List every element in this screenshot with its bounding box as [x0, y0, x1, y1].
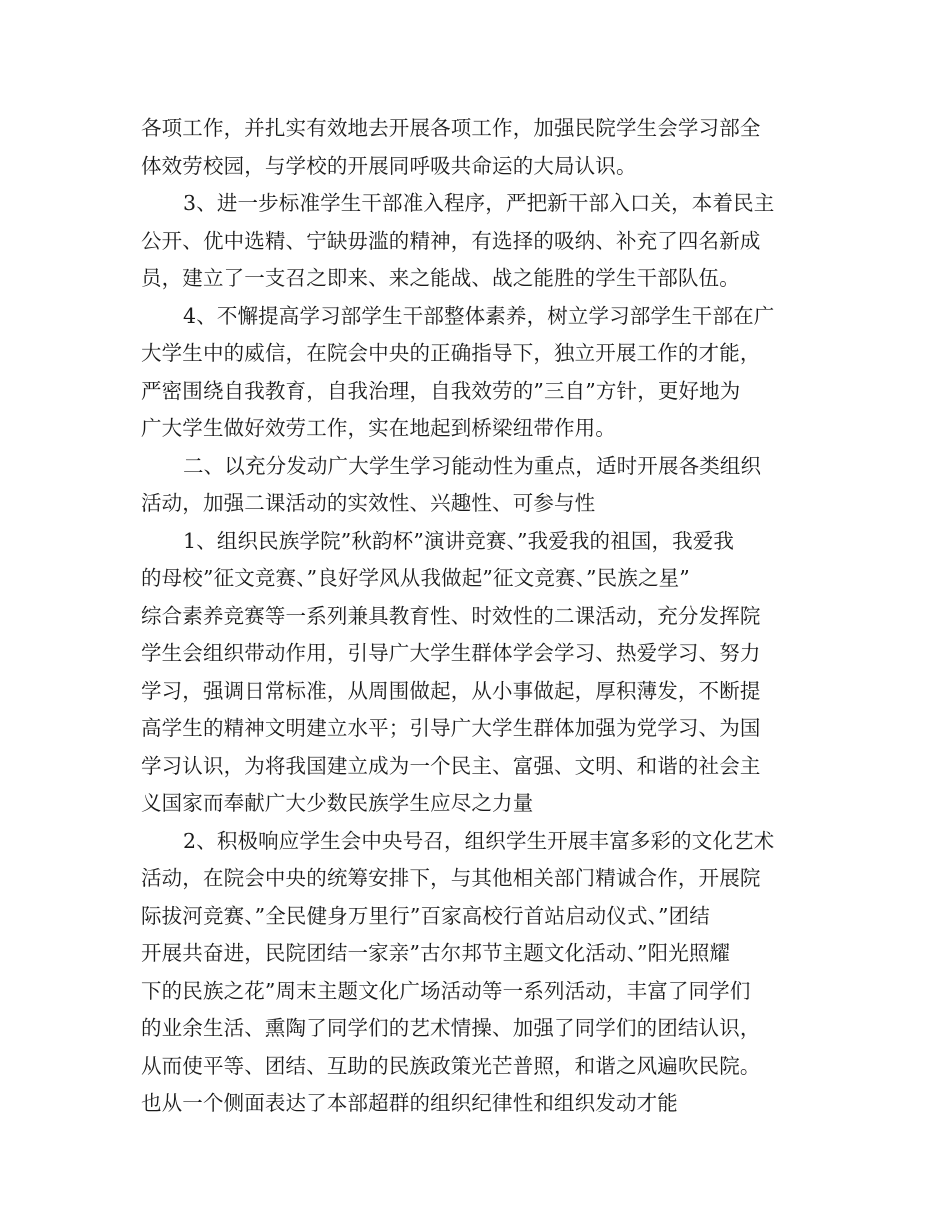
- text-line: 员，建立了一支召之即来、来之能战、战之能胜的学生干部队伍。: [141, 266, 740, 290]
- text-line: 严密围绕自我教育，自我治理，自我效劳的”三自”方针，更好地为: [141, 378, 741, 403]
- text-line: 综合素养竞赛等一系列兼具教育性、时效性的二课活动，充分发挥院: [141, 603, 761, 628]
- text-line: 4、不懈提高学习部学生干部整体素养，树立学习部学生干部在广: [183, 303, 775, 328]
- text-line: 际拔河竞赛、”全民健身万里行”百家高校行首站启动仪式、”团结: [141, 903, 710, 928]
- text-line: 下的民族之花”周末主题文化广场活动等一系列活动，丰富了同学们: [141, 978, 751, 1003]
- text-line: 广大学生做好效劳工作，实在地起到桥梁纽带作用。: [141, 416, 616, 440]
- text-line: 学习，强调日常标准，从周围做起，从小事做起，厚积薄发，不断提: [141, 678, 761, 703]
- text-line: 2、积极响应学生会中央号召，组织学生开展丰富多彩的文化艺术: [183, 828, 775, 853]
- text-line: 的母校”征文竞赛、”良好学风从我做起”征文竞赛、”民族之星”: [141, 566, 690, 590]
- text-line: 高学生的精神文明建立水平；引导广大学生群体加强为党学习、为国: [141, 716, 761, 740]
- text-line: 体效劳校园，与学校的开展同呼吸共命运的大局认识。: [141, 153, 637, 178]
- text-line: 义国家而奉献广大少数民族学生应尽之力量: [141, 791, 534, 815]
- document-body: [141, 110, 811, 1123]
- text-line: 3、进一步标准学生干部准入程序，严把新干部入口关，本着民主: [183, 191, 775, 215]
- text-line: 从而使平等、团结、互助的民族政策光芒普照，和谐之风遍吹民院。: [141, 1053, 761, 1078]
- text-line: 1、组织民族学院”秋韵杯”演讲竞赛、”我爱我的祖国，我爱我: [183, 528, 735, 553]
- text-line: 二、以充分发动广大学生学习能动性为重点，适时开展各类组织: [183, 453, 762, 478]
- text-line: 公开、优中选精、宁缺毋滥的精神，有选择的吸纳、补充了四名新成: [141, 228, 761, 253]
- text-line: 的业余生活、熏陶了同学们的艺术情操、加强了同学们的团结认识，: [141, 1016, 761, 1040]
- text-line: 学生会组织带动作用，引导广大学生群体学会学习、热爱学习、努力: [141, 641, 761, 665]
- text-line: 活动，加强二课活动的实效性、兴趣性、可参与性: [141, 491, 596, 515]
- text-line: 大学生中的威信，在院会中央的正确指导下，独立开展工作的才能，: [141, 341, 761, 365]
- text-line: 开展共奋进，民院团结一家亲”古尔邦节主题文化活动、”阳光照耀: [141, 941, 731, 965]
- text-line: 活动，在院会中央的统筹安排下，与其他相关部门精诚合作，开展院: [141, 866, 761, 890]
- text-line: 各项工作，并扎实有效地去开展各项工作，加强民院学生会学习部全: [141, 116, 761, 140]
- text-line: 学习认识，为将我国建立成为一个民主、富强、文明、和谐的社会主: [141, 753, 761, 778]
- text-line: 也从一个侧面表达了本部超群的组织纪律性和组织发动才能: [141, 1091, 678, 1115]
